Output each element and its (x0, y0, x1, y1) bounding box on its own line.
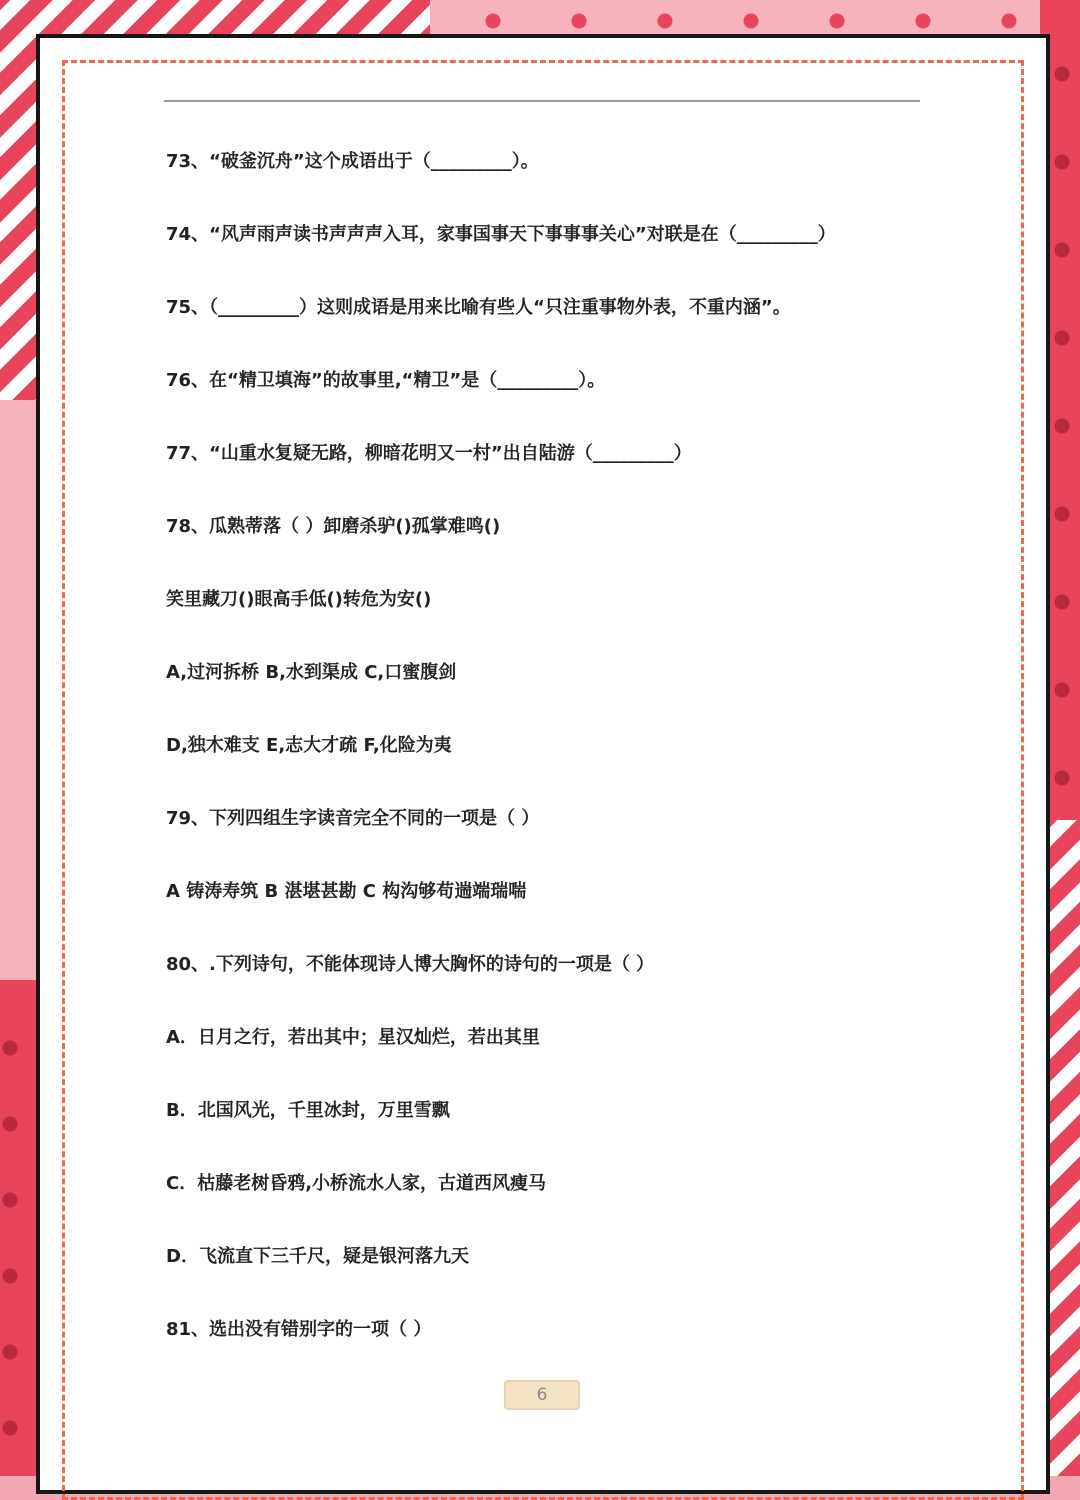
header-rule (164, 100, 920, 102)
question-80-option-a: A．日月之行，若出其中；星汉灿烂，若出其里 (166, 1027, 540, 1048)
question-78-options-1: A,过河拆桥 B,水到渠成 C,口蜜腹剑 (166, 662, 457, 683)
question-74: 74、“风声雨声读书声声声入耳，家事国事天下事事事关心”对联是在（_________） (166, 224, 836, 245)
question-73: 73、“破釜沉舟”这个成语出于（_________）。 (166, 151, 539, 172)
question-80-option-c: C．枯藤老树昏鸦,小桥流水人家，古道西风瘦马 (166, 1173, 547, 1194)
question-75: 75、（_________）这则成语是用来比喻有些人“只注重事物外表，不重内涵”。 (166, 297, 791, 318)
question-78-line2: 笑里藏刀()眼高手低()转危为安() (166, 589, 432, 610)
document-page (36, 34, 1050, 1494)
question-79: 79、下列四组生字读音完全不同的一项是（ ） (166, 808, 540, 829)
question-80-option-d: D．飞流直下三千尺，疑是银河落九天 (166, 1246, 469, 1267)
question-80-option-b: B．北国风光，千里冰封，万里雪飘 (166, 1100, 450, 1121)
question-78-options-2: D,独木难支 E,志大才疏 F,化险为夷 (166, 735, 452, 756)
dashed-border (62, 60, 1024, 1500)
question-81: 81、选出没有错别字的一项（ ） (166, 1319, 432, 1340)
question-80: 80、.下列诗句，不能体现诗人博大胸怀的诗句的一项是（ ） (166, 954, 655, 975)
question-76: 76、在“精卫填海”的故事里,“精卫”是（_________）。 (166, 370, 606, 391)
question-79-options: A 铸涛寿筑 B 湛堪甚勘 C 构沟够苟遄端瑞喘 (166, 881, 527, 902)
question-77: 77、“山重水复疑无路，柳暗花明又一村”出自陆游（_________） (166, 443, 692, 464)
page-number-badge: 6 (504, 1380, 580, 1410)
question-78: 78、瓜熟蒂落（ ）卸磨杀驴()孤掌难鸣() (166, 516, 501, 537)
